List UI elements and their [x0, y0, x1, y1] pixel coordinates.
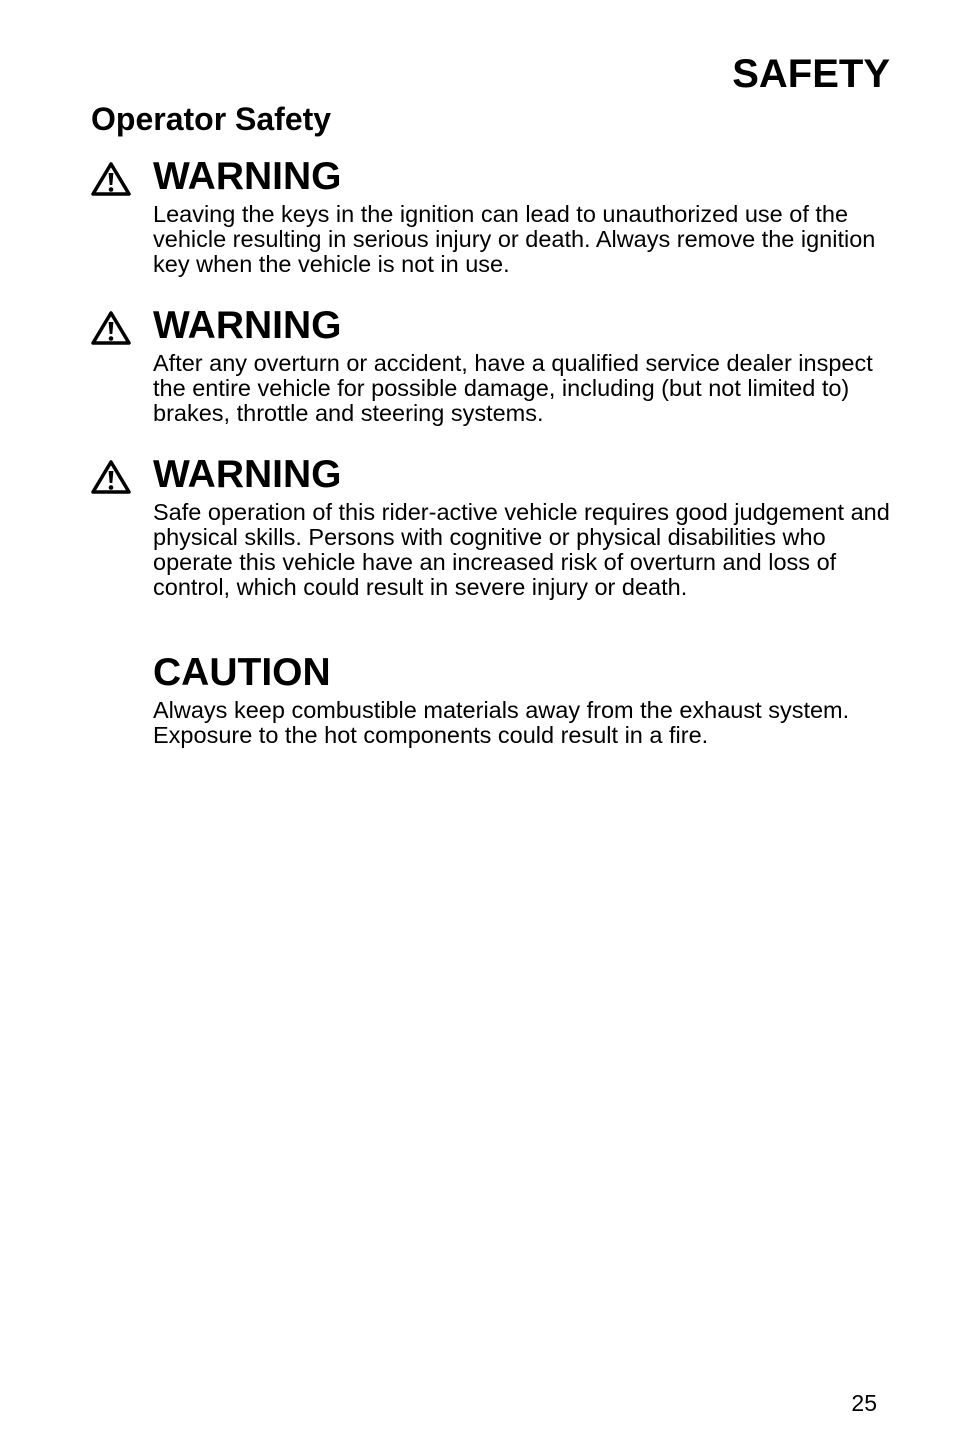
warning-block-operation	[153, 455, 898, 600]
warning-heading: WARNING	[153, 155, 342, 198]
warning-block-overturn	[153, 306, 898, 426]
warning-heading: WARNING	[153, 453, 342, 496]
warning-triangle-icon	[91, 162, 131, 196]
page-title: SAFETY	[732, 52, 890, 96]
page-number: 25	[851, 1390, 877, 1416]
warning-text: Leaving the keys in the ignition can lead to unauthorized use of the vehicle resulting in serious injury or death. Always remove the ignition key when the vehicle is not in use.	[153, 201, 876, 277]
warning-text: After any overturn or accident, have a qualified service dealer inspect the entire vehicle for possible damage, including (but not limited to) brakes, throttle and steering systems.	[153, 350, 873, 426]
warning-text: Safe operation of this rider-active vehicle requires good judgement and physical skills. Persons with cognitive or physical disabilities who operate this vehicle have an increased risk of overturn and loss of control, which could result in severe injury or death.	[153, 499, 890, 600]
warning-block-keys	[153, 157, 898, 277]
warning-triangle-icon	[91, 311, 131, 345]
caution-heading: CAUTION	[153, 651, 331, 694]
warning-triangle-icon	[91, 460, 131, 494]
section-title: Operator Safety	[91, 101, 332, 137]
caution-text: Always keep combustible materials away from the exhaust system. Exposure to the hot components could result in a fire.	[153, 697, 850, 748]
caution-block-exhaust	[153, 653, 898, 748]
warning-heading: WARNING	[153, 304, 342, 347]
